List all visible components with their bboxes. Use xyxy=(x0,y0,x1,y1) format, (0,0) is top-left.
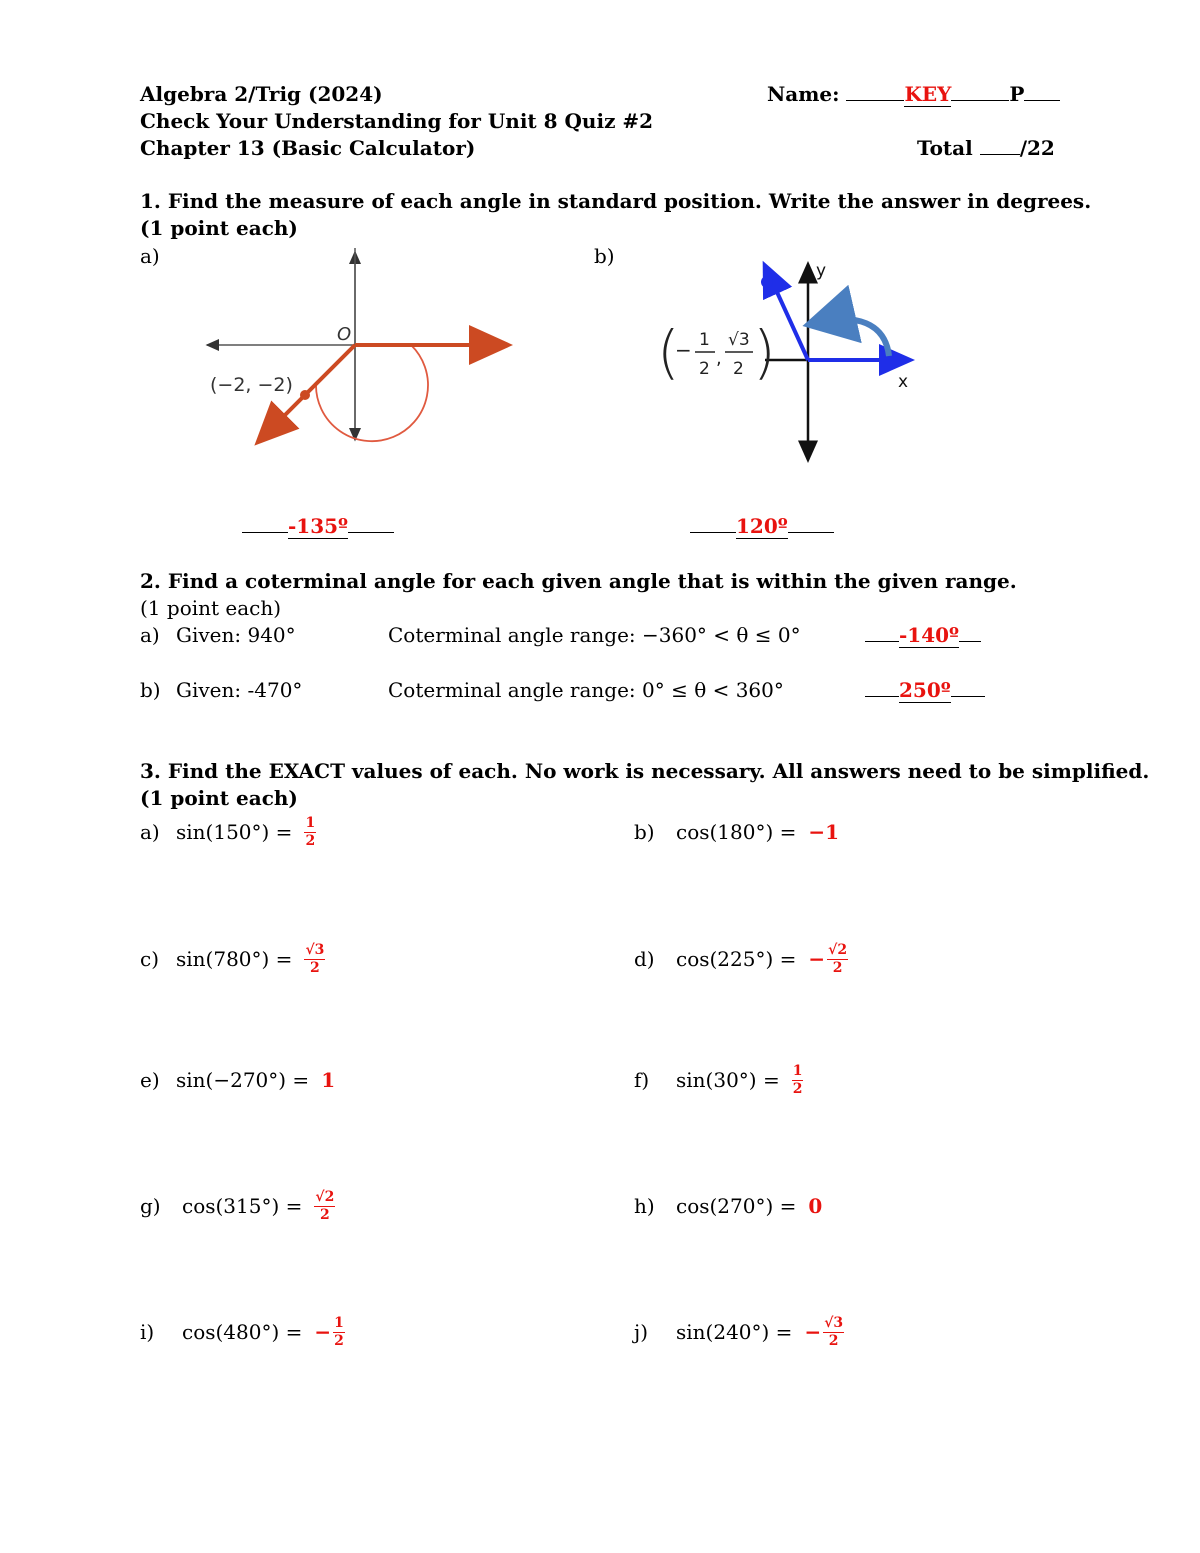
q1-a-answer: -135º xyxy=(288,514,349,538)
q3-item-expression: cos(315°) = xyxy=(182,1194,303,1218)
fraction-denominator: 2 xyxy=(320,1206,330,1223)
y-axis-label: y xyxy=(816,261,827,281)
svg-text:(: ( xyxy=(657,318,680,386)
q3-answer: −1 xyxy=(808,820,840,844)
q2-a-answer: -140º xyxy=(899,623,960,647)
q1-b-answer: 120º xyxy=(736,514,788,538)
q3-item xyxy=(634,939,848,979)
point-label-a: (−2, −2) xyxy=(210,374,293,396)
q3-answer-sign: − xyxy=(314,1320,332,1344)
fraction-denominator: 2 xyxy=(792,1080,803,1097)
q2-points: (1 point each) xyxy=(140,596,282,620)
fraction-numerator: 1 xyxy=(334,1314,344,1331)
q3-answer-fraction xyxy=(333,1316,345,1348)
q3-item-expression: cos(270°) = xyxy=(676,1194,797,1218)
q1-a-label: a) xyxy=(140,244,160,268)
q2-b-answer: 250º xyxy=(899,678,951,702)
q3-item-expression: sin(−270°) = xyxy=(176,1068,310,1092)
name-value: KEY xyxy=(904,82,952,106)
q3-item-expression: cos(480°) = xyxy=(182,1320,303,1344)
course-title: Algebra 2/Trig (2024) xyxy=(140,82,383,106)
chapter-title: Chapter 13 (Basic Calculator) xyxy=(140,136,476,160)
fraction-numerator: 1 xyxy=(792,1062,803,1079)
q3-item xyxy=(140,812,316,852)
q1-a-answer-line xyxy=(242,516,394,536)
q3-item-label: d) xyxy=(634,947,655,971)
q2-b-label: b) xyxy=(140,678,161,702)
q3-answer: 1 xyxy=(321,1068,336,1092)
q3-item xyxy=(634,1186,822,1226)
svg-text:√3: √3 xyxy=(728,330,750,350)
fraction-denominator: 2 xyxy=(828,1332,839,1349)
q3-item-expression: sin(30°) = xyxy=(676,1068,780,1092)
q3-answer-fraction xyxy=(792,1064,804,1096)
q1-b-answer-line xyxy=(690,516,834,536)
svg-text:,: , xyxy=(716,348,722,369)
q3-answer-fraction xyxy=(827,943,848,975)
q3-item xyxy=(140,1060,335,1100)
q2-a-given: Given: 940° xyxy=(176,623,296,647)
q3-item xyxy=(634,1312,844,1352)
svg-text:): ) xyxy=(753,318,776,386)
q1-prompt: 1. Find the measure of each angle in standard position. Write the answer in degrees. xyxy=(140,189,1092,213)
origin-label: O xyxy=(337,324,352,345)
name-line xyxy=(767,84,1060,104)
q3-item-label: j) xyxy=(634,1320,649,1344)
fraction-numerator: √3 xyxy=(824,1314,844,1331)
q3-answer-fraction xyxy=(304,816,316,848)
total-value: /22 xyxy=(1019,136,1055,160)
q3-item-label: a) xyxy=(140,820,160,844)
fraction-denominator: 2 xyxy=(334,1332,344,1349)
q3-answer-sign: − xyxy=(808,947,826,971)
angle-arc xyxy=(316,345,428,441)
q3-answer-fraction xyxy=(823,1316,844,1348)
x-axis-label: x xyxy=(898,372,909,392)
q2-b-given: Given: -470° xyxy=(176,678,303,702)
fraction-denominator: 2 xyxy=(832,959,843,976)
q3-item xyxy=(140,1312,345,1352)
point-label-b xyxy=(657,318,776,386)
total-label: Total xyxy=(917,136,980,160)
q3-answer: 0 xyxy=(808,1194,823,1218)
svg-text:−: − xyxy=(675,338,692,362)
q3-item-label: i) xyxy=(140,1320,155,1344)
q3-answer-sign: − xyxy=(804,1320,822,1344)
fraction-numerator: √2 xyxy=(315,1188,335,1205)
q3-item xyxy=(634,812,839,852)
angle-diagram-b xyxy=(655,252,925,467)
fraction-denominator: 2 xyxy=(305,832,316,849)
period-label: P xyxy=(1009,82,1025,106)
q3-answer-fraction xyxy=(314,1190,335,1222)
rotation-arrow xyxy=(820,319,889,356)
total-line xyxy=(917,138,1055,158)
q3-item-label: g) xyxy=(140,1194,161,1218)
point-marker xyxy=(300,390,310,400)
angle-diagram-a xyxy=(195,240,515,455)
q3-item xyxy=(140,1186,335,1226)
q3-item-label: b) xyxy=(634,820,655,844)
q2-b-range: Coterminal angle range: 0° ≤ θ < 360° xyxy=(388,678,784,702)
q3-item xyxy=(140,939,325,979)
q3-item xyxy=(634,1060,803,1100)
q3-item-label: c) xyxy=(140,947,160,971)
q3-item-expression: sin(150°) = xyxy=(176,820,293,844)
q1-points: (1 point each) xyxy=(140,216,298,240)
fraction-denominator: 2 xyxy=(310,959,320,976)
q2-a-answer-line xyxy=(865,625,981,645)
q3-points: (1 point each) xyxy=(140,786,298,810)
q2-a-range: Coterminal angle range: −360° < θ ≤ 0° xyxy=(388,623,801,647)
q3-item-expression: cos(180°) = xyxy=(676,820,797,844)
q3-item-label: f) xyxy=(634,1068,650,1092)
q3-item-expression: cos(225°) = xyxy=(676,947,797,971)
fraction-numerator: √3 xyxy=(305,941,325,958)
q3-item-expression: sin(780°) = xyxy=(176,947,293,971)
q2-b-answer-line xyxy=(865,680,985,700)
q2-a-label: a) xyxy=(140,623,160,647)
q3-item-label: h) xyxy=(634,1194,655,1218)
name-label: Name: xyxy=(767,82,847,106)
svg-text:2: 2 xyxy=(733,359,744,379)
q3-prompt: 3. Find the EXACT values of each. No work is necessary. All answers need to be simplified. xyxy=(140,759,1150,783)
fraction-numerator: √2 xyxy=(828,941,848,958)
fraction-numerator: 1 xyxy=(305,814,316,831)
q3-item-label: e) xyxy=(140,1068,160,1092)
q2-prompt: 2. Find a coterminal angle for each given angle that is within the given range. xyxy=(140,569,1017,593)
q1-b-label: b) xyxy=(594,244,615,268)
svg-text:2: 2 xyxy=(699,359,710,379)
q3-answer-fraction xyxy=(304,943,325,975)
q3-item-expression: sin(240°) = xyxy=(676,1320,793,1344)
point-marker xyxy=(761,276,773,288)
svg-text:1: 1 xyxy=(699,330,710,350)
worksheet-subtitle: Check Your Understanding for Unit 8 Quiz #2 xyxy=(140,109,654,133)
